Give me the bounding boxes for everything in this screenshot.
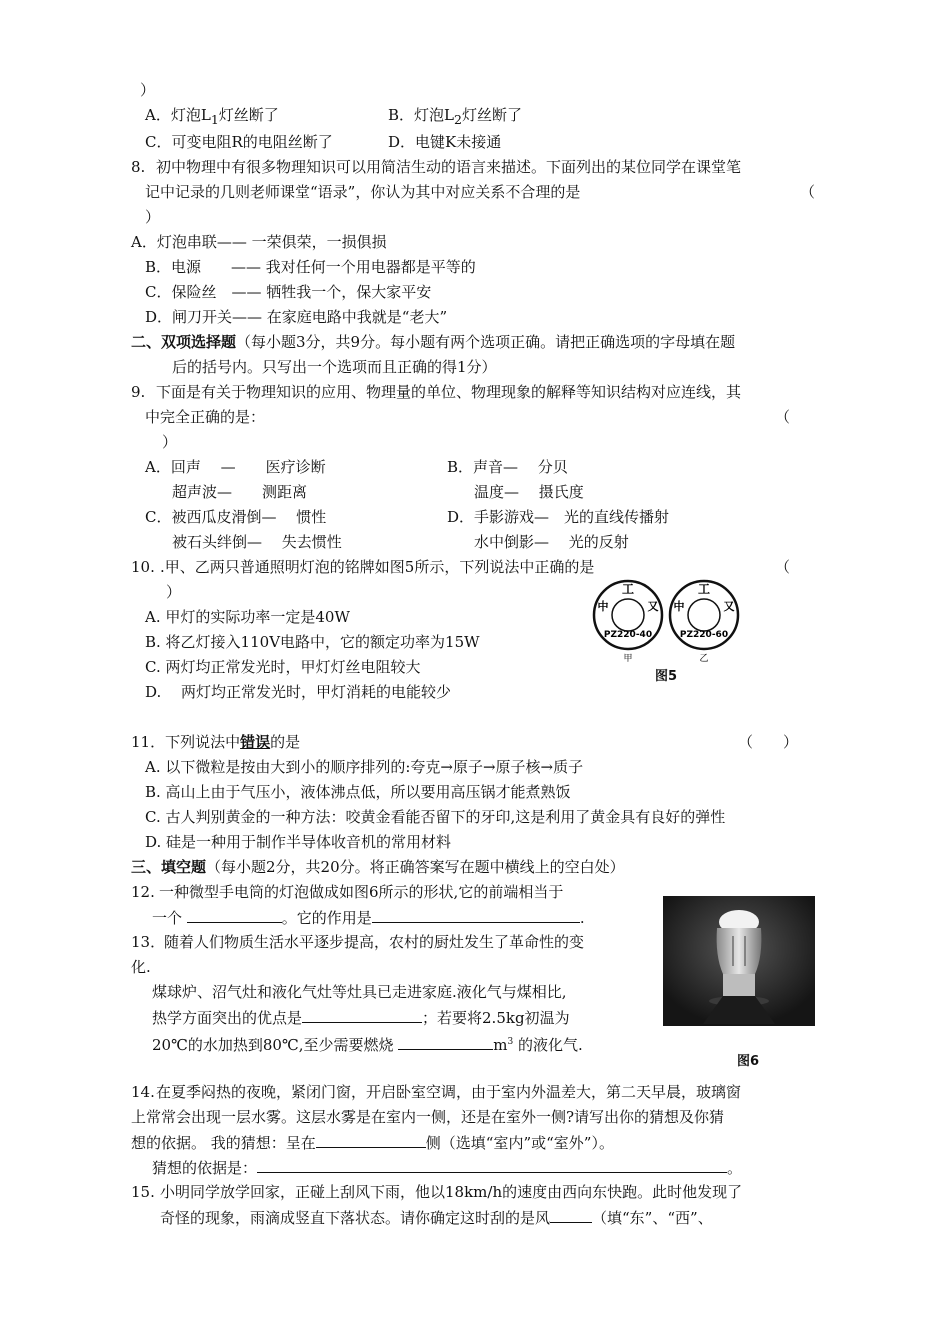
yi-left-char: 中 xyxy=(673,600,685,613)
q14-number: 14. xyxy=(131,1083,155,1101)
q8-number: 8. xyxy=(131,158,146,176)
q7-option-a: A．灯泡$L_1$灯丝断了 xyxy=(145,106,279,127)
section2-heading: 二、双项选择题（每小题3分，共9分。每小题有两个选项正确。请把正确选项的字母填在题 xyxy=(131,333,736,351)
q9-option-d1: D．手影游戏— 光的直线传播射 xyxy=(447,508,670,526)
q13-blank-volume[interactable] xyxy=(398,1034,493,1050)
figure-6-caption: 图6 xyxy=(737,1054,760,1069)
q10-stem: .甲、乙两只普通照明灯泡的铭牌如图5所示，下列说法中正确的是 xyxy=(160,558,595,576)
q15-blank-wind[interactable] xyxy=(550,1207,592,1223)
q10-number: 10. xyxy=(131,558,155,576)
q8-option-a: A．灯泡串联—— 一荣俱荣，一损俱损 xyxy=(131,233,387,251)
q12-blank-2[interactable] xyxy=(372,907,580,923)
q9-option-b1: B．声音— 分贝 xyxy=(447,458,568,476)
q15-stem-line2: 奇怪的现象，雨滴成竖直下落状态。请你确定这时刮的是风 （填“东”、“西”、 xyxy=(160,1209,713,1227)
q10-option-c: C. 两灯均正常发光时，甲灯灯丝电阻较大 xyxy=(145,658,421,676)
q8-paren-close: ） xyxy=(145,208,161,226)
q14-stem-line2: 上常常会出现一层水雾。这层水雾是在室内一侧，还是在室外一侧?请写出你的猜想及你猜 xyxy=(131,1108,725,1126)
q9-option-d2: 水中倒影— 光的反射 xyxy=(474,533,629,551)
figure-5-caption: 图5 xyxy=(655,669,678,684)
q12-blank-1[interactable] xyxy=(187,907,282,923)
q8-stem-line1: 初中物理中有很多物理知识可以用简洁生动的语言来描述。下面列出的某位同学在课堂笔 xyxy=(156,158,742,176)
q9-paren-close: ） xyxy=(162,433,178,451)
q8-stem-line2: 记中记录的几则老师课堂“语录”，你认为其中对应关系不合理的是 xyxy=(145,183,581,201)
q8-paren-open: （ xyxy=(800,183,816,201)
jia-rating: PZ220-40 xyxy=(603,630,653,640)
q10-paren-open: （ xyxy=(775,558,791,576)
q13-stem-line5: 20℃的水加热到80℃,至少需要燃烧 $m^3$ 的液化气. xyxy=(152,1036,583,1054)
q7-option-b: B．灯泡$L_2$灯丝断了 xyxy=(388,106,522,127)
q10-option-d: D. 两灯均正常发光时，甲灯消耗的电能较少 xyxy=(145,683,452,701)
jia-right-char: 又 xyxy=(647,600,659,613)
q15-stem-line1: 小明同学放学回家，正碰上刮风下雨，他以18km/h的速度由西向东快跑。此时他发现了 xyxy=(160,1183,743,1201)
yi-top-char: 工 xyxy=(697,582,711,596)
q9-paren-open: （ xyxy=(775,408,791,426)
q10-option-a: A. 甲灯的实际功率一定是40W xyxy=(145,608,350,626)
q14-blank-side[interactable] xyxy=(316,1132,426,1148)
q9-stem-line1: 下面是有关于物理知识的应用、物理量的单位、物理现象的解释等知识结构对应连线，其 xyxy=(156,383,742,401)
q13-blank-advantage[interactable] xyxy=(302,1007,422,1023)
q13-stem-line4: 热学方面突出的优点是 ；若要将2.5kg初温为 xyxy=(152,1009,570,1027)
yi-right-char: 又 xyxy=(723,600,735,613)
q11-stem: 11．下列说法中错误的是 xyxy=(131,733,301,751)
q10-paren-close: ） xyxy=(166,583,182,601)
jia-left-char: 中 xyxy=(597,600,609,613)
jia-top-char: 工 xyxy=(621,582,635,596)
q12-stem-line1: 一种微型手电筒的灯泡做成如图6所示的形状,它的前端相当于 xyxy=(159,883,564,901)
q8-option-b: B．电源 —— 我对任何一个用电器都是平等的 xyxy=(145,258,476,276)
q14-stem-line4: 猜想的依据是： 。 xyxy=(152,1159,743,1177)
lamp-nameplate-yi xyxy=(670,581,738,664)
section3-heading: 三、填空题（每小题2分，共20分。将正确答案写在题中横线上的空白处） xyxy=(131,858,625,876)
q9-number: 9. xyxy=(131,383,146,401)
q13-stem-line2: 化. xyxy=(131,958,151,976)
q9-option-a2: 超声波— 测距离 xyxy=(172,483,308,501)
q9-option-c1: C．被西瓜皮滑倒— 惯性 xyxy=(145,508,327,526)
yi-rating: PZ220-60 xyxy=(679,630,729,640)
q13-stem-line1: 随着人们物质生活水平逐步提高，农村的厨灶发生了革命性的变 xyxy=(164,933,585,951)
q9-option-b2: 温度— 摄氏度 xyxy=(474,483,584,501)
q8-option-d: D．闸刀开关—— 在家庭电路中我就是“老大” xyxy=(145,308,448,326)
q7-paren-close: ） xyxy=(140,81,156,99)
q7-option-d: D．电键K未接通 xyxy=(388,133,502,151)
q12-number: 12. xyxy=(131,883,155,901)
q11-option-a: A. 以下微粒是按由大到小的顺序排列的:夸克→原子→原子核→质子 xyxy=(145,758,584,776)
q11-option-b: B. 高山上由于气压小，液体沸点低，所以要用高压锅才能煮熟饭 xyxy=(145,783,571,801)
q13-number: 13． xyxy=(131,933,166,951)
figure-6-bulb-photo xyxy=(663,896,815,1026)
jia-label: 甲 xyxy=(623,654,633,664)
q9-option-c2: 被石头绊倒— 失去惯性 xyxy=(172,533,342,551)
q13-stem-line3: 煤球炉、沼气灶和液化气灶等灶具已走进家庭.液化气与煤相比, xyxy=(152,983,567,1001)
q14-blank-reason[interactable] xyxy=(257,1157,727,1173)
q8-option-c: C．保险丝 —— 牺牲我一个，保大家平安 xyxy=(145,283,432,301)
q7-option-c: C．可变电阻R的电阻丝断了 xyxy=(145,133,333,151)
q11-option-d: D. 硅是一种用于制作半导体收音机的常用材料 xyxy=(145,833,452,851)
bulb-icon xyxy=(663,896,815,1026)
q12-stem-line2: 一个 。它的作用是 . xyxy=(152,909,585,927)
q9-option-a1: A．回声 — 医疗诊断 xyxy=(145,458,326,476)
q14-stem-line1: 在夏季闷热的夜晚，紧闭门窗，开启卧室空调，由于室内外温差大，第二天早晨，玻璃窗 xyxy=(156,1083,742,1101)
q11-option-c: C. 古人判别黄金的一种方法：咬黄金看能否留下的牙印,这是利用了黄金具有良好的弹性 xyxy=(145,808,726,826)
q11-answer-paren: （ ） xyxy=(738,733,799,751)
q15-number: 15. xyxy=(131,1183,155,1201)
q10-option-b: B. 将乙灯接入110V电路中，它的额定功率为15W xyxy=(145,633,480,651)
section2-desc-line2: 后的括号内。只写出一个选项而且正确的得1分） xyxy=(172,358,497,376)
figure-5-nameplates xyxy=(590,575,750,665)
q14-stem-line3: 想的依据。 我的猜想：呈在 侧（选填“室内”或“室外”）。 xyxy=(131,1134,614,1152)
q9-stem-line2: 中完全正确的是： xyxy=(145,408,266,426)
lamp-nameplate-jia xyxy=(594,581,662,664)
yi-label: 乙 xyxy=(699,654,709,664)
